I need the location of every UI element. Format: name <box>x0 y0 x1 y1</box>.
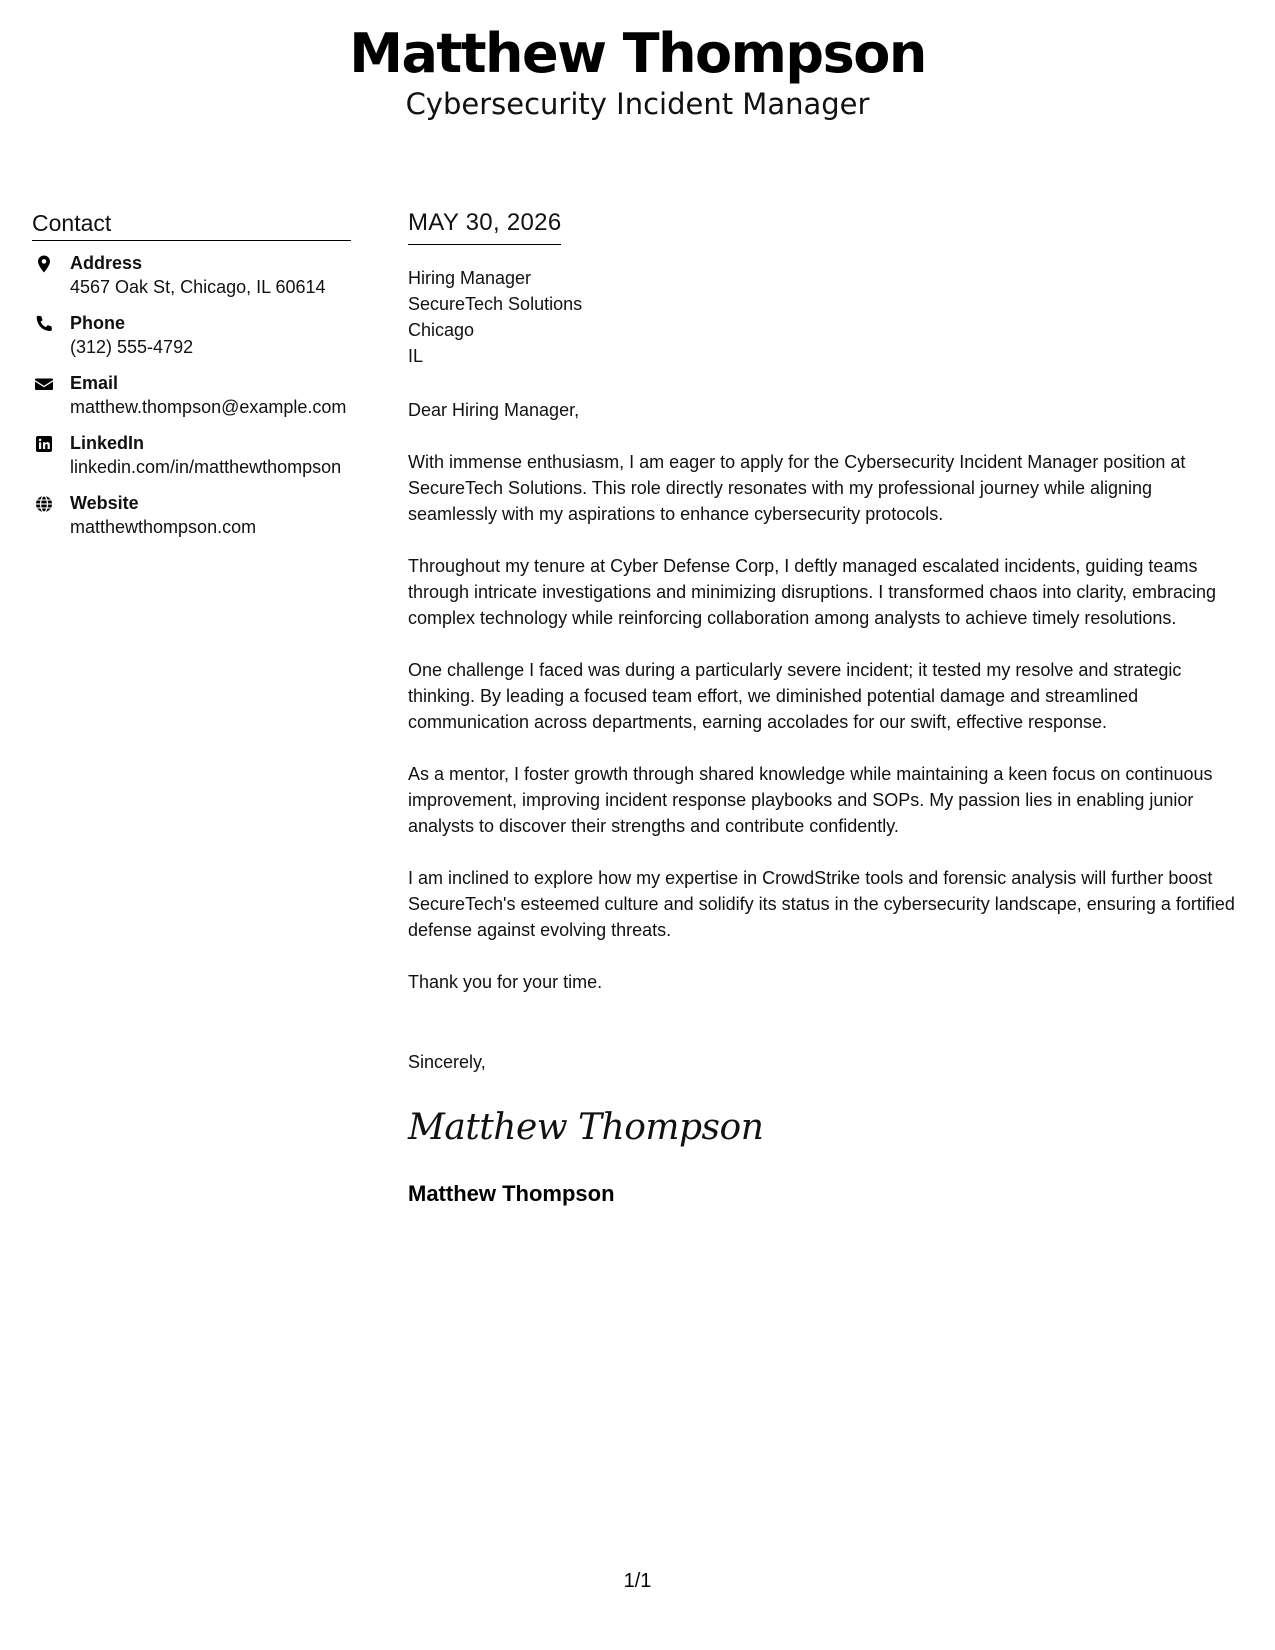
handwritten-signature: Matthew Thompson <box>408 1107 764 1148</box>
salutation: Dear Hiring Manager, <box>408 400 580 420</box>
recipient-line: Hiring Manager <box>408 268 532 288</box>
signed-name: Matthew Thompson <box>408 1181 615 1206</box>
linkedin-value: linkedin.com/in/matthewthompson <box>70 457 342 477</box>
letter-paragraph: As a mentor, I foster growth through shared knowledge while maintaining a keen focus on continuous improvement, improving incident response playbooks and SOPs. My passion lies in enabling junior analysts to discover their strengths and contribute confidently. <box>408 764 1213 836</box>
linkedin-icon <box>34 434 54 454</box>
page-number: 1/1 <box>623 1570 652 1592</box>
contact-sidebar <box>32 208 351 551</box>
letter-paragraph: I am inclined to explore how my expertise in CrowdStrike tools and forensic analysis will further boost SecureTech's esteemed culture and solidify its status in the cybersecurity landscape, ensuring a fortified defense against evolving threats. <box>408 868 1235 940</box>
contact-item-address <box>32 251 351 300</box>
letter-paragraph: With immense enthusiasm, I am eager to apply for the Cybersecurity Incident Manager position at SecureTech Solutions. This role directly resonates with my professional journey while aligning seamlessly with my aspirations to enhance cybersecurity protocols. <box>408 452 1186 524</box>
address-label: Address <box>70 253 143 273</box>
website-label: Website <box>70 493 139 513</box>
phone-value: (312) 555-4792 <box>70 337 194 357</box>
email-value: matthew.thompson@example.com <box>70 397 347 417</box>
envelope-icon <box>34 374 54 394</box>
map-pin-icon <box>34 254 54 274</box>
contact-list <box>32 251 351 540</box>
contact-item-website <box>32 491 351 540</box>
recipient-line: SecureTech Solutions <box>408 294 583 314</box>
phone-label: Phone <box>70 313 126 333</box>
header <box>0 22 1275 124</box>
contact-heading: Contact <box>32 208 351 241</box>
recipient-block <box>408 265 1244 369</box>
letter-paragraph: One challenge I faced was during a particularly severe incident; it tested my resolve and strategic thinking. By leading a focused team effort, we diminished potential damage and streamlined communication across departments, earning accolades for our swift, effective response. <box>408 660 1182 732</box>
letter-paragraph: Thank you for your time. <box>408 972 603 992</box>
contact-item-phone <box>32 311 351 360</box>
job-title: Cybersecurity Incident Manager <box>405 87 870 121</box>
contact-item-email <box>32 371 351 420</box>
recipient-line: IL <box>408 346 424 366</box>
closing: Sincerely, <box>408 1052 486 1072</box>
candidate-name: Matthew Thompson <box>349 22 926 85</box>
website-value: matthewthompson.com <box>70 517 257 537</box>
contact-item-linkedin <box>32 431 351 480</box>
address-value: 4567 Oak St, Chicago, IL 60614 <box>70 277 326 297</box>
globe-icon <box>34 494 54 514</box>
linkedin-label: LinkedIn <box>70 433 145 453</box>
recipient-line: Chicago <box>408 320 475 340</box>
phone-icon <box>34 314 54 334</box>
date-block <box>408 208 561 245</box>
letter-date: MAY 30, 2026 <box>408 209 562 236</box>
email-label: Email <box>70 373 119 393</box>
letter-paragraph: Throughout my tenure at Cyber Defense Corp, I deftly managed escalated incidents, guiding teams through intricate investigations and minimizing disruptions. I transformed chaos into clarity, embracing complex technology while reinforcing collaboration among analysts to achieve timely resolutions. <box>408 556 1217 628</box>
letter-body <box>408 208 1244 1209</box>
